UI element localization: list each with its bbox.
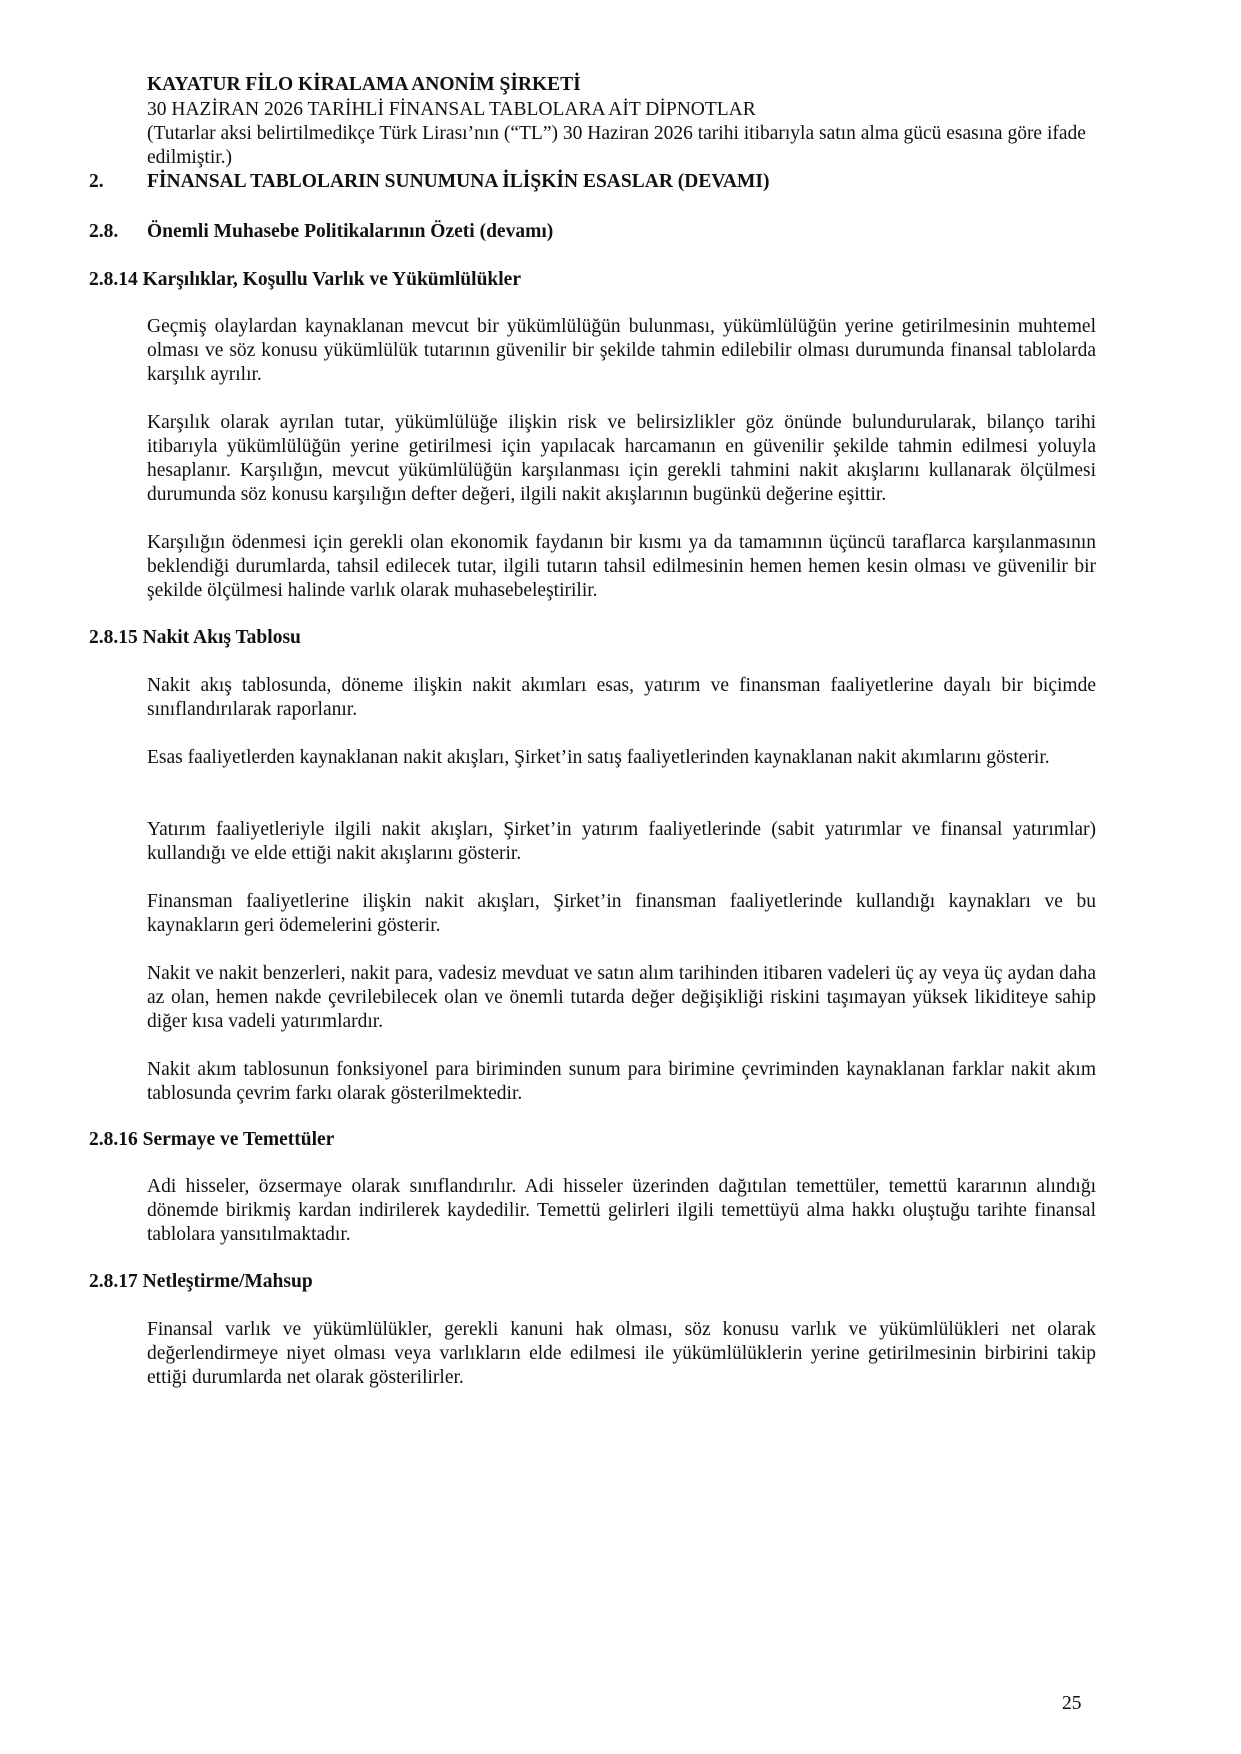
heading-2-8-14: 2.8.14 Karşılıklar, Koşullu Varlık ve Yükümlülükler: [89, 269, 521, 290]
subsection-title: Önemli Muhasebe Politikalarının Özeti (devamı): [147, 221, 554, 242]
paragraph-2-8-17-1: Finansal varlık ve yükümlülükler, gerekli kanuni hak olması, söz konusu varlık ve yükümlülükleri net olarak değerlendirmeye niyet olması veya varlıkların elde edilmesi ile yükümlülüklerin yerine getirilmesinin birbirini takip ettiği durumlarda net olarak gösterilirler.: [147, 1319, 1096, 1388]
section-title: FİNANSAL TABLOLARIN SUNUMUNA İLİŞKİN ESASLAR (DEVAMI): [147, 171, 770, 192]
paragraph-2-8-15-1: Nakit akış tablosunda, döneme ilişkin nakit akımları esas, yatırım ve finansman faaliyetlerine dayalı bir biçimde sınıflandırılarak raporlanır.: [147, 675, 1096, 720]
paragraph-2-8-15-6: Nakit akım tablosunun fonksiyonel para biriminden sunum para birimine çevriminden kaynaklanan farklar nakit akım tablosunda çevrim farkı olarak gösterilmektedir.: [147, 1059, 1096, 1104]
document-subtitle: 30 HAZİRAN 2026 TARİHLİ FİNANSAL TABLOLARA AİT DİPNOTLAR: [147, 99, 756, 120]
currency-note: (Tutarlar aksi belirtilmedikçe Türk Lirası’nın (“TL”) 30 Haziran 2026 tarihi itibarıyla satın alma gücü esasına göre ifade edilmiştir.): [147, 123, 1086, 168]
paragraph-2-8-16-1: Adi hisseler, özsermaye olarak sınıflandırılır. Adi hisseler üzerinden dağıtılan temettüler, temettü kararının alındığı dönemde birikmiş kardan indirilerek kaydedilir. Temettü gelirleri ilgili temettüyü alma hakkı oluştuğu tarihte finansal tablolara yansıtılmaktadır.: [147, 1176, 1096, 1245]
section-number: 2.: [89, 171, 104, 192]
heading-2-8-17: 2.8.17 Netleştirme/Mahsup: [89, 1271, 313, 1292]
subsection-number: 2.8.: [89, 221, 119, 242]
paragraph-2-8-15-3: Yatırım faaliyetleriyle ilgili nakit akışları, Şirket’in yatırım faaliyetlerinde (sabit yatırımlar ve finansal yatırımlar) kullandığı ve elde ettiği nakit akışlarını gösterir.: [147, 819, 1096, 864]
paragraph-2-8-14-1: Geçmiş olaylardan kaynaklanan mevcut bir yükümlülüğün bulunması, yükümlülüğün yerine getirilmesinin muhtemel olması ve söz konusu yükümlülük tutarının güvenilir bir şekilde tahmin edilebilir olması durumunda finansal tablolarda karşılık ayrılır.: [147, 316, 1096, 385]
paragraph-2-8-14-3: Karşılığın ödenmesi için gerekli olan ekonomik faydanın bir kısmı ya da tamamının üçüncü taraflarca karşılanmasının beklendiği durumlarda, tahsil edilecek tutar, ilgili tutarın tahsil edilmesinin hemen hemen kesin olması ve güvenilir bir şekilde ölçülmesi halinde varlık olarak muhasebeleştirilir.: [147, 532, 1096, 601]
company-name: KAYATUR FİLO KİRALAMA ANONİM ŞİRKETİ: [147, 74, 581, 95]
page-number: 25: [1062, 1693, 1082, 1714]
paragraph-2-8-15-2: Esas faaliyetlerden kaynaklanan nakit akışları, Şirket’in satış faaliyetlerinden kaynaklanan nakit akımlarını gösterir.: [147, 747, 1050, 768]
heading-2-8-15: 2.8.15 Nakit Akış Tablosu: [89, 627, 301, 648]
paragraph-2-8-15-4: Finansman faaliyetlerine ilişkin nakit akışları, Şirket’in finansman faaliyetlerinde kullandığı kaynakları ve bu kaynakların geri ödemelerini gösterir.: [147, 891, 1096, 936]
paragraph-2-8-15-5: Nakit ve nakit benzerleri, nakit para, vadesiz mevduat ve satın alım tarihinden itibaren vadeleri üç ay veya üç aydan daha az olan, hemen nakde çevrilebilecek olan ve önemli tutarda değer değişikliği riskini taşımayan yüksek likiditeye sahip diğer kısa vadeli yatırımlardır.: [147, 963, 1096, 1032]
heading-2-8-16: 2.8.16 Sermaye ve Temettüler: [89, 1129, 335, 1150]
paragraph-2-8-14-2: Karşılık olarak ayrılan tutar, yükümlülüğe ilişkin risk ve belirsizlikler göz önünde bulundurularak, bilanço tarihi itibarıyla yükümlülüğün yerine getirilmesi için yapılacak harcamanın en güvenilir şekilde tahmin edilmesi yoluyla hesaplanır. Karşılığın, mevcut yükümlülüğün karşılanması için gerekli tahmini nakit akışlarını kullanarak ölçülmesi durumunda söz konusu karşılığın defter değeri, ilgili nakit akışlarının bugünkü değerine eşittir.: [147, 412, 1096, 505]
